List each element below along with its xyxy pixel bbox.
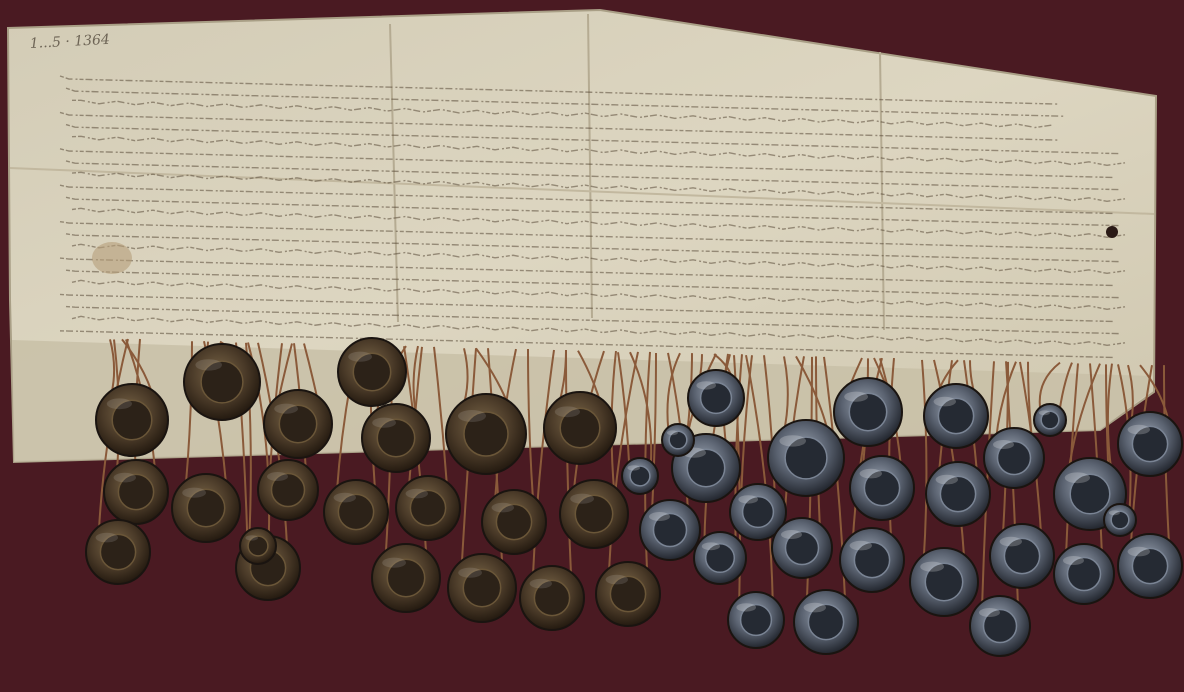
wax-seal-grey	[688, 370, 744, 426]
wax-seal-brown	[372, 544, 440, 612]
wax-seal-brown	[544, 392, 616, 464]
wax-seal-grey	[1118, 534, 1182, 598]
wax-seal-grey	[662, 424, 694, 456]
wax-seal-brown	[324, 480, 388, 544]
wax-seal-grey	[694, 532, 746, 584]
wax-seal-brown	[338, 338, 406, 406]
wax-seal-brown	[560, 480, 628, 548]
wax-seal-grey	[984, 428, 1044, 488]
wax-seal-grey	[840, 528, 904, 592]
wax-seal-grey	[768, 420, 844, 496]
wax-seal-grey	[924, 384, 988, 448]
wax-seal-grey	[1104, 504, 1136, 536]
wax-seal-grey	[850, 456, 914, 520]
wax-seal-grey	[834, 378, 902, 446]
wax-seal-brown	[86, 520, 150, 584]
wax-seal-brown	[104, 460, 168, 524]
wax-seal-grey	[728, 592, 784, 648]
wax-seal-grey	[622, 458, 658, 494]
wax-seal-grey	[1054, 544, 1114, 604]
wax-seal-brown	[240, 528, 276, 564]
wax-seal-brown	[172, 474, 240, 542]
wax-seal-brown	[448, 554, 516, 622]
wax-seal-grey	[1034, 404, 1066, 436]
wax-seal-brown	[264, 390, 332, 458]
wax-seal-brown	[482, 490, 546, 554]
wax-seal-brown	[184, 344, 260, 420]
wax-seal-grey	[1118, 412, 1182, 476]
wax-seal-brown	[96, 384, 168, 456]
wax-seal-grey	[910, 548, 978, 616]
wax-seal-grey	[772, 518, 832, 578]
stain	[92, 242, 132, 274]
wax-seal-brown	[596, 562, 660, 626]
wax-seal-grey	[970, 596, 1030, 656]
hole	[1106, 226, 1118, 238]
wax-seal-brown	[520, 566, 584, 630]
wax-seal-grey	[640, 500, 700, 560]
wax-seal-grey	[794, 590, 858, 654]
margin-annotation: 1...5 · 1364	[29, 31, 111, 52]
wax-seal-brown	[362, 404, 430, 472]
wax-seal-brown	[396, 476, 460, 540]
wax-seal-grey	[990, 524, 1054, 588]
wax-seal-grey	[926, 462, 990, 526]
wax-seal-brown	[258, 460, 318, 520]
wax-seal-brown	[446, 394, 526, 474]
